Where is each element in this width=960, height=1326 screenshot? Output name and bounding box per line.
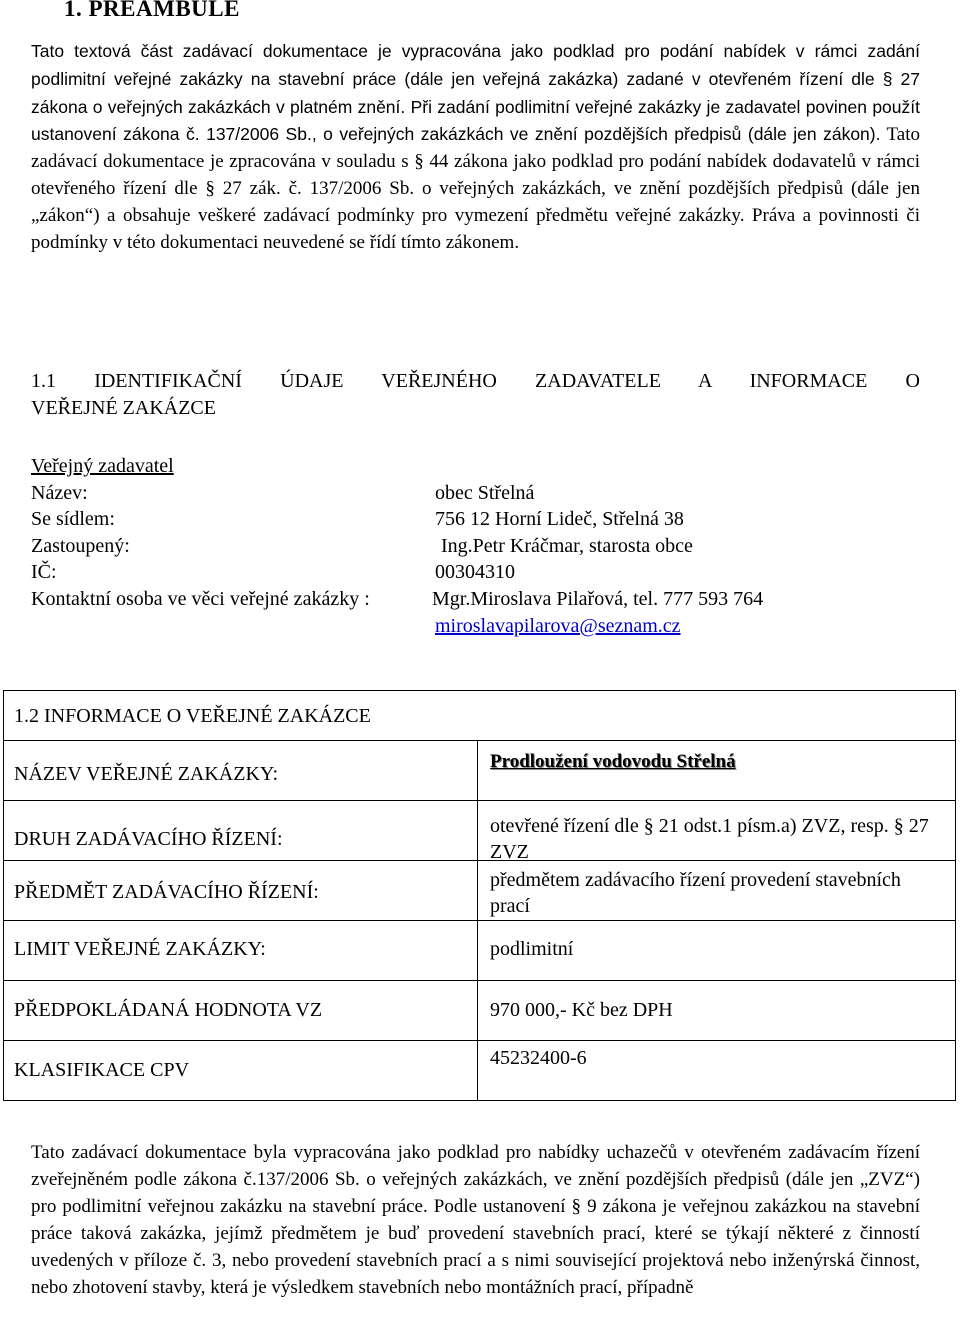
- contact-email[interactable]: [435, 613, 681, 639]
- contact-label-name: Název:: [31, 482, 88, 504]
- intro-part1: Tato textová část zadávací dokumentace je vypracována jako podklad pro podání nabídek v rámci zadání podlimitní veřejné zakázky na stavební práce (dále jen veřejná zakázka) zadané v otevřeném řízení dle § 27 zákona o veřejných zakázkách v platném znění. Při zadání podlimitní veřejné zakázky je zadavatel povinen použít ustanovení zákona č. 137/2006 Sb.: [31, 41, 920, 145]
- section-heading-line1: 1.1 IDENTIFIKAČNÍ ÚDAJE VEŘEJNÉHO ZADAVATELE A INFORMACE O: [31, 370, 920, 392]
- table-value-estimated-value: 970 000,- Kč bez DPH: [490, 999, 673, 1021]
- contact-value-ico: 00304310: [435, 561, 515, 583]
- table-label-name: NÁZEV VEŘEJNÉ ZAKÁZKY:: [14, 763, 279, 785]
- contact-value-seat: 756 12 Horní Lideč, Střelná 38: [435, 508, 684, 530]
- table-header: 1.2 INFORMACE O VEŘEJNÉ ZAKÁZCE: [14, 705, 371, 727]
- section-heading-identification: [31, 368, 920, 422]
- contact-label-represented: Zastoupený:: [31, 535, 130, 557]
- table-value-name: Prodloužení vodovodu Střelná: [490, 751, 736, 772]
- table-value-limit: podlimitní: [490, 938, 574, 960]
- contact-value-represented: Ing.Petr Kráčmar, starosta obce: [441, 535, 693, 557]
- table-label-procedure: DRUH ZADÁVACÍHO ŘÍZENÍ:: [14, 828, 283, 850]
- contact-value-person: Mgr.Miroslava Pilařová, tel. 777 593 764: [432, 588, 764, 610]
- section-heading-line2: VEŘEJNÉ ZAKÁZCE: [31, 397, 216, 419]
- closing-paragraph: Tato zadávací dokumentace byla vypracována jako podklad pro nabídky uchazečů v otevřeném zadávacím řízení zveřejněném podle zákona č.137/2006 Sb. o veřejných zakázkách, ve znění pozdějších předpisů (dále jen „ZVZ“) pro podlimitní veřejnou zakázku na stavební práce. Podle ustanovení § 9 zákona je veřejnou zakázkou na stavební práce taková zakázka, jejímž předmětem je buď provedení stavebních prací, které se týkají některé z činností uvedených v příloze č. 3, nebo provedení stavebních prací a s nimi související projektová nebo inženýrská činnost, nebo zhotovení stavby, která je výsledkem stavebních nebo montážních prací, případně: [31, 1142, 920, 1298]
- table-label-cpv: KLASIFIKACE CPV: [14, 1059, 190, 1081]
- table-value-cpv: 45232400-6: [490, 1047, 587, 1069]
- intro-part3: Tato zadávací dokumentace je zpracována v souladu s § 44 zákona jako podklad pro podání nabídek dodavatelů v rámci otevřeného řízení dle § 27 zák. č. 137/2006 Sb. o veřejných zakázkách, ve znění pozdějších předpisů (dále jen „zákon“) a obsahuje veškeré zadávací podmínky pro vymezení předmětu veřejné zakázky. Práva a povinnosti či podmínky v této dokumentaci neuvedené se řídí tímto zákonem.: [31, 124, 920, 253]
- intro-part2: , o veřejných zakázkách ve znění pozdějších předpisů (dále jen zákon).: [311, 124, 881, 145]
- table-label-estimated-value: PŘEDPOKLÁDANÁ HODNOTA VZ: [14, 999, 323, 1021]
- section-heading-preambule: 1. PREAMBULE: [64, 0, 240, 21]
- contact-label-seat: Se sídlem:: [31, 508, 115, 530]
- contact-label-person: Kontaktní osoba ve věci veřejné zakázky :: [31, 588, 370, 610]
- table-label-limit: LIMIT VEŘEJNÉ ZAKÁZKY:: [14, 938, 266, 960]
- table-value-subject: předmětem zadávacího řízení provedení stavebních prací: [490, 869, 901, 917]
- email-link[interactable]: miroslavapilarova@seznam.cz: [435, 615, 681, 637]
- intro-paragraph: [31, 38, 920, 256]
- contracting-authority-title: Veřejný zadavatel: [31, 455, 174, 477]
- contact-label-ico: IČ:: [31, 561, 57, 583]
- contact-value-name: obec Střelná: [435, 482, 535, 504]
- table-value-procedure: otevřené řízení dle § 21 odst.1 písm.a) ZVZ, resp. § 27 ZVZ: [490, 815, 929, 863]
- table-label-subject: PŘEDMĚT ZADÁVACÍHO ŘÍZENÍ:: [14, 881, 319, 903]
